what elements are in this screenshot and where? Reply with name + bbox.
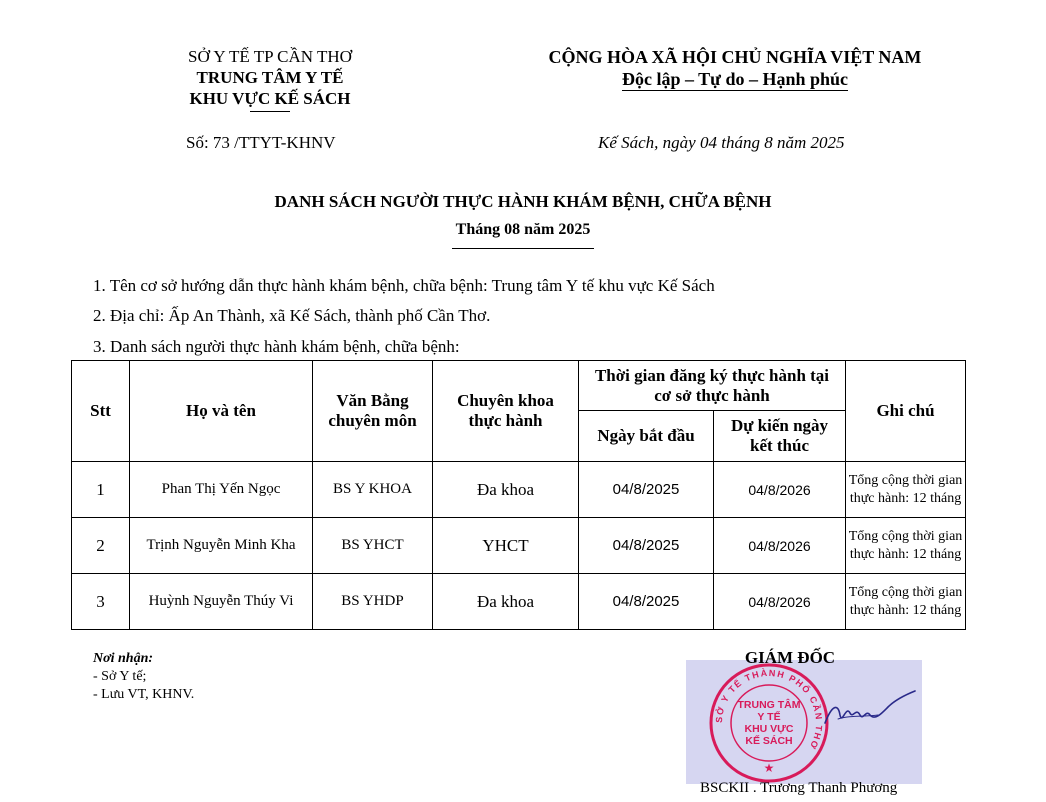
cell-name: Phan Thị Yến Ngọc [130,462,313,518]
cell-specialty: Đa khoa [433,574,579,630]
cell-degree: BS Y KHOA [313,462,433,518]
cell-name: Trịnh Nguyễn Minh Kha [130,518,313,574]
cell-note: Tổng cộng thời gian thực hành: 12 tháng [846,518,966,574]
handwritten-signature [820,685,920,735]
cell-start-date: 04/8/2025 [579,518,714,574]
header-specialty: Chuyên khoa thực hành [433,361,579,462]
nation-title: CỘNG HÒA XÃ HỘI CHỦ NGHĨA VIỆT NAM [548,47,922,67]
cell-stt: 2 [72,518,130,574]
cell-end-date: 04/8/2026 [714,574,846,630]
motto [510,68,960,90]
cell-start-date: 04/8/2025 [579,574,714,630]
title-underline [452,248,594,249]
cell-end-date: 04/8/2026 [714,518,846,574]
director-title: GIÁM ĐỐC [744,648,836,667]
table-row [72,574,966,630]
cell-specialty: YHCT [433,518,579,574]
cell-end-date: 04/8/2026 [714,462,846,518]
header-start-date: Ngày bắt đầu [579,411,714,462]
seal-text-line2: Y TẾ [757,711,781,723]
cell-degree: BS YHCT [313,518,433,574]
organization-header [140,46,400,112]
org-name-line1: TRUNG TÂM Y TẾ [196,68,344,87]
seal-ring-text: SỞ Y TẾ THÀNH PHỐ CẦN THƠ [713,667,825,752]
recipient-item: - Lưu VT, KHNV. [93,687,195,702]
recipients-label: Nơi nhận: [93,651,154,666]
header-note: Ghi chú [846,361,966,462]
cell-degree: BS YHDP [313,574,433,630]
header-period: Thời gian đăng ký thực hành tại cơ sở thực hành [579,361,846,411]
motto-text: Độc lập – Tự do – Hạnh phúc [621,69,849,89]
info-item-list: 3. Danh sách người thực hành khám bệnh, chữa bệnh: [93,337,460,356]
document-number: Số: 73 /TTYT-KHNV [186,133,336,152]
seal-text-line1: TRUNG TÂM [737,699,801,711]
header-degree: Văn Bằng chuyên môn [313,361,433,462]
info-item-address: 2. Địa chỉ: Ấp An Thành, xã Kế Sách, thành phố Cần Thơ. [93,306,491,325]
org-name-line2: KHU VỰC KẾ SÁCH [189,89,351,108]
table-row [72,462,966,518]
recipients-block [93,650,194,704]
document-subtitle: Tháng 08 năm 2025 [455,221,591,238]
cell-stt: 3 [72,574,130,630]
header-name: Họ và tên [130,361,313,462]
practitioner-table [71,360,966,630]
document-title: DANH SÁCH NGƯỜI THỰC HÀNH KHÁM BỆNH, CHỮA BỆNH [274,192,772,211]
cell-start-date: 04/8/2025 [579,462,714,518]
org-underline [250,111,290,112]
info-item-facility: 1. Tên cơ sở hướng dẫn thực hành khám bệnh, chữa bệnh: Trung tâm Y tế khu vực Kế Sách [93,276,715,295]
cell-note: Tổng cộng thời gian thực hành: 12 tháng [846,574,966,630]
seal-text-line4: KẾ SÁCH [745,735,793,747]
recipient-item: - Sở Y tế; [93,669,147,684]
org-parent: SỞ Y TẾ TP CẦN THƠ [188,47,352,66]
seal-text-line3: KHU VỰC [744,723,794,735]
cell-name: Huỳnh Nguyễn Thúy Vi [130,574,313,630]
table-row [72,518,966,574]
place-date: Kế Sách, ngày 04 tháng 8 năm 2025 [598,133,845,152]
cell-note: Tổng cộng thời gian thực hành: 12 tháng [846,462,966,518]
header-end-date: Dự kiến ngày kết thúc [714,411,846,462]
seal-star-icon: ★ [763,761,775,775]
header-stt: Stt [72,361,130,462]
signer-name: BSCKII . Trương Thanh Phương [700,780,898,796]
nation-header [510,46,960,90]
official-seal [706,660,832,786]
cell-stt: 1 [72,462,130,518]
cell-specialty: Đa khoa [433,462,579,518]
